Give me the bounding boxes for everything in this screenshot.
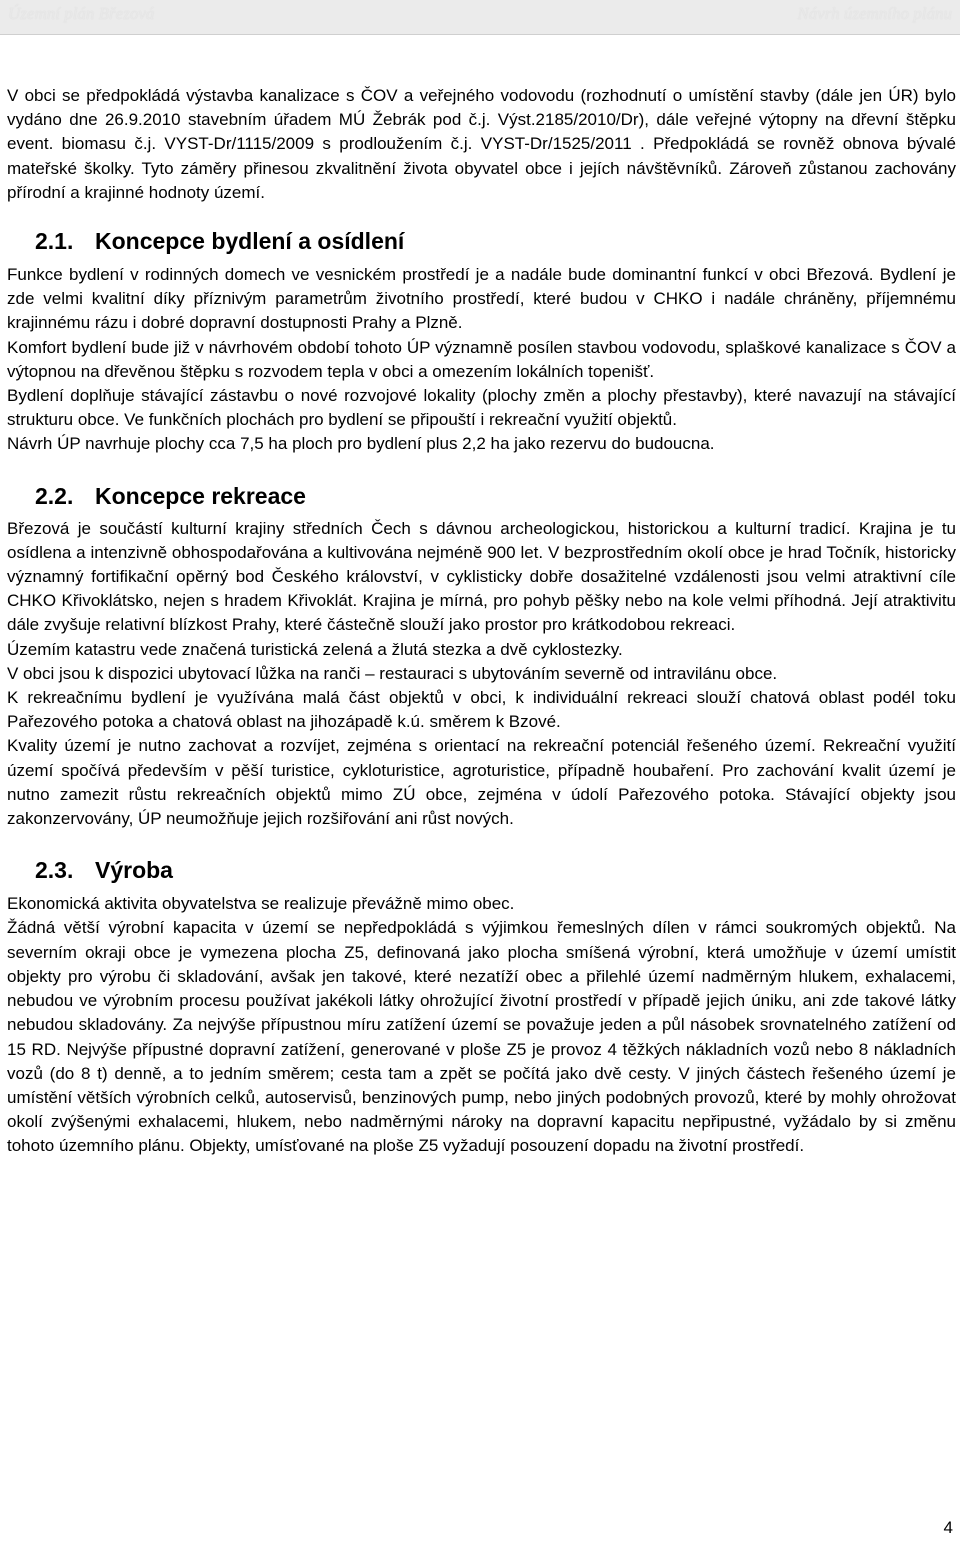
section-number: 2.1. bbox=[35, 228, 74, 255]
paragraph: Bydlení doplňuje stávající zástavbu o nové rozvojové lokality (plochy změn a plochy přestavby), které navazují na stávající strukturu obce. Ve funkčních plochách pro bydlení se připouští i rekreační využití objektů. bbox=[7, 386, 956, 430]
section-title: Koncepce bydlení a osídlení bbox=[95, 228, 405, 255]
section-title: Koncepce rekreace bbox=[95, 482, 306, 509]
paragraph: Žádná větší výrobní kapacita v území se nepředpokládá s výjimkou řemeslných dílen v rámci soukromých objektů. Na severním okraji obce je vymezena plocha Z5, definovaná jako plocha smíšená výrobní, která umožňuje v území umístit objekty pro výrobu či skladování, avšak jen takové, které nezatíží obec a přilehlé území nadměrným hlukem, exhalacemi, nebudou ve výrobním procesu používat jakékoli látky ohrožující životní prostředí v případě jejich úniku, ani zde takové látky nebudou skladovány. Za nejvýše přípustnou míru zatížení území se považuje jeden a půl násobek srovnatelného zatížení od 15 RD. Nejvýše přípustné dopravní zatížení, generované v ploše Z5 je provoz 4 těžkých nákladních vozů nebo 8 nákladních vozů (do 8 t) denně, a to jedním směrem; cesta tam a zpět se počítá jako dvě cesty. V jiných částech řešeného území je umístění větších výrobních celků, autoservisů, benzinových pump, nebo jiných podobných provozů, které by mohly ohrožovat okolí zvýšenými exhalacemi, hlukem, nebo nadměrnými nároky na dopravní kapacitu nepřipustné, vyžádalo by si změnu tohoto územního plánu. Objekty, umísťované na ploše Z5 vyžadují posouzení dopadu na životní prostředí. bbox=[7, 918, 956, 1156]
document-body bbox=[7, 84, 956, 1159]
paragraph: Komfort bydlení bude již v návrhovém období tohoto ÚP významně posílen stavbou vodovodu, splaškové kanalizace s ČOV a výtopnou na dřevěnou štěpku s rozvodem tepla v obci a omezením lokálních topenišť. bbox=[7, 337, 956, 381]
paragraph: Březová je součástí kulturní krajiny středních Čech s dávnou archeologickou, historickou a kulturní tradicí. Krajina je tu osídlena a intenzivně obhospodařována a kultivována nejméně 900 let. V bezprostředním okolí obce je hrad Točník, historicky významný fortifikační opěrný bod Českého království, v cyklisticky dobře dosažitelné vzdálenosti jsou velmi atraktivní cíle CHKO Křivoklátsko, nejen s hradem Křivoklát. Krajina je mírná, pro pohyb pěšky nebo na kole velmi příhodná. Její atraktivitu dále zvyšuje relativní blízkost Prahy, které částečně slouží jako prostor pro krátkodobou rekreaci. bbox=[7, 518, 956, 635]
header-document-title: Územní plán Březová bbox=[8, 4, 155, 23]
paragraph: K rekreačnímu bydlení je využívána malá část objektů v obci, k individuální rekreaci slouží chatová oblast podél toku Pařezového potoka a chatová oblast na jihozápadě k.ú. směrem k Bzové. bbox=[7, 688, 956, 732]
page-header bbox=[0, 0, 960, 35]
paragraph: Kvality území je nutno zachovat a rozvíjet, zejména s orientací na rekreační potenciál řešeného území. Rekreační využití území spočívá především v pěší turistice, cykloturistice, agroturistice, případně houbaření. Pro zachování kvalit území je nutno zamezit růstu rekreačních objektů mimo ZÚ obce, zejména v údolí Pařezového potoka. Stávající objekty jsou zakonzervovány, ÚP neumožňuje jejich rozšiřování ani růst nových. bbox=[7, 736, 956, 829]
paragraph: Funkce bydlení v rodinných domech ve vesnickém prostředí je a nadále bude dominantní funkcí v obci Březová. Bydlení je zde velmi kvalitní díky příznivým parametrům životního prostředí, které budou v CHKO i nadále chráněny, příjemnému krajinnému rázu i dobré dopravní dostupnosti Prahy a Plzně. bbox=[7, 265, 956, 333]
section-heading-rekreace bbox=[7, 482, 956, 510]
section-number: 2.3. bbox=[35, 857, 74, 884]
page-number: 4 bbox=[943, 1518, 953, 1537]
paragraph: Územím katastru vede značená turistická zelená a žlutá stezka a dvě cyklostezky. bbox=[7, 639, 623, 659]
intro-paragraph: V obci se předpokládá výstavba kanalizace s ČOV a veřejného vodovodu (rozhodnutí o umístění stavby (dále jen ÚR) bylo vydáno dne 26.9.2010 stavebním úřadem MÚ Žebrák pod č.j. Výst.2185/2010/Dr), dále veřejné výtopny na dřevní štěpku event. biomasu č.j. VYST-Dr/1115/2009 s prodloužením č.j. VYST-Dr/1525/2011 . Předpokládá se rovněž obnova bývalé mateřské školky. Tyto záměry přinesou zkvalitnění života obyvatel obce i jejích návštěvníků. Zároveň zůstanou zachovány přírodní a krajinné hodnoty území. bbox=[7, 86, 956, 202]
section-heading-vyroba bbox=[7, 856, 956, 884]
paragraph: V obci jsou k dispozici ubytovací lůžka na ranči – restauraci s ubytováním severně od intravilánu obce. bbox=[7, 663, 778, 683]
header-document-subtitle: Návrh územního plánu bbox=[797, 4, 952, 23]
paragraph: Ekonomická aktivita obyvatelstva se realizuje převážně mimo obec. bbox=[7, 894, 515, 914]
section-heading-bydleni bbox=[7, 227, 956, 255]
paragraph: Návrh ÚP navrhuje plochy cca 7,5 ha ploch pro bydlení plus 2,2 ha jako rezervu do budoucna. bbox=[7, 434, 715, 454]
section-title: Výroba bbox=[95, 857, 173, 884]
section-number: 2.2. bbox=[35, 482, 74, 509]
